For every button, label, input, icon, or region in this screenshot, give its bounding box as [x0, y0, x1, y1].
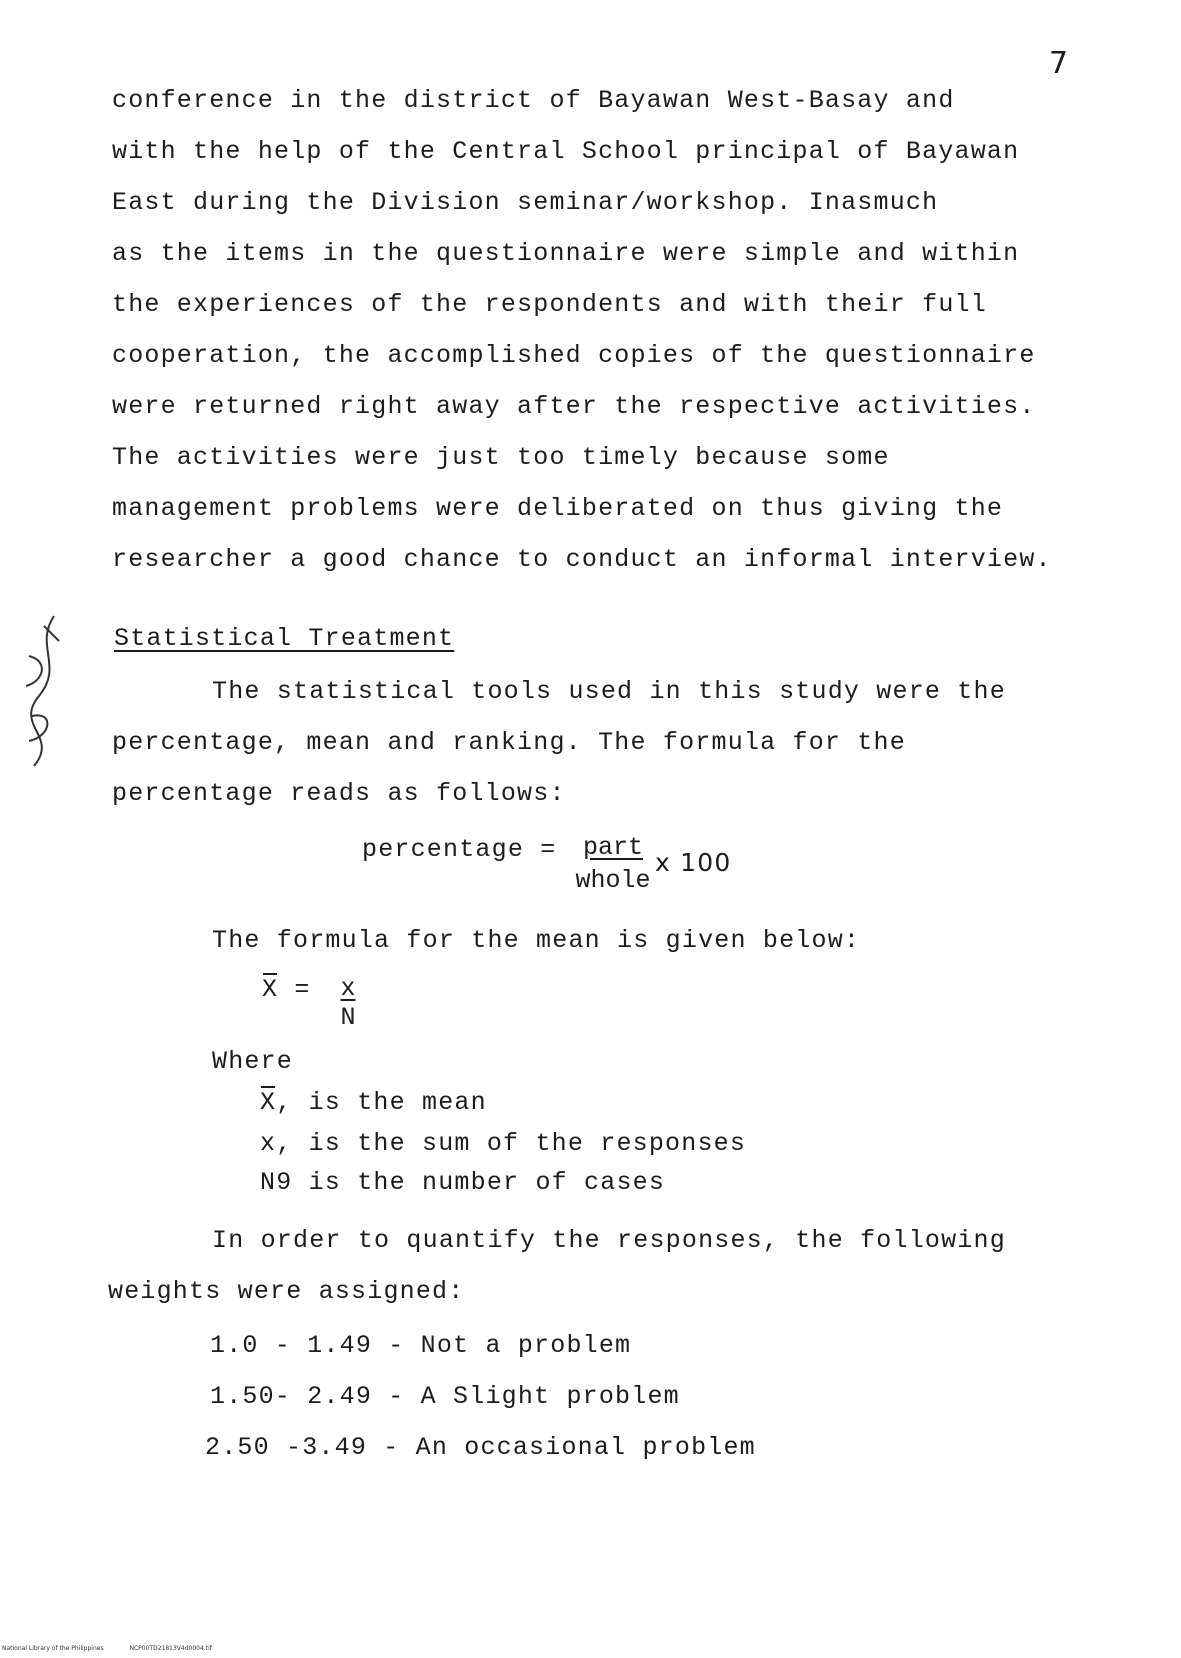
- body-line: percentage reads as follows:: [112, 779, 566, 808]
- body-line: weights were assigned:: [108, 1277, 465, 1306]
- mean-formula-lhs: [262, 975, 311, 1004]
- mean-symbol: X: [262, 975, 279, 1004]
- body-line: management problems were deliberated on thus giving the: [112, 494, 1004, 523]
- where-symbol: X: [260, 1088, 277, 1117]
- section-heading: Statistical Treatment: [114, 624, 455, 653]
- fraction-denominator: whole: [575, 866, 651, 895]
- body-line: were returned right away after the respective activities.: [112, 392, 1036, 421]
- body-line: The formula for the mean is given below:: [212, 926, 861, 955]
- body-line: researcher a good chance to conduct an informal interview.: [112, 545, 1052, 574]
- mean-fraction: [322, 974, 374, 1032]
- body-line: with the help of the Central School principal of Bayawan: [112, 137, 1020, 166]
- body-line: The statistical tools used in this study were the: [212, 677, 1006, 706]
- where-item: [260, 1129, 746, 1158]
- page-number: 7: [1049, 46, 1069, 81]
- where-symbol: N: [260, 1168, 277, 1197]
- where-symbol: x: [260, 1129, 277, 1158]
- mean-equals: =: [294, 975, 311, 1004]
- where-label: Where: [212, 1047, 294, 1076]
- body-line: percentage, mean and ranking. The formula for the: [112, 728, 906, 757]
- percentage-fraction: [572, 833, 654, 895]
- weight-item: 2.50 -3.49 - An occasional problem: [205, 1433, 756, 1462]
- where-text: 9 is the number of cases: [276, 1168, 666, 1197]
- weight-item: 1.50- 2.49 - A Slight problem: [210, 1382, 680, 1411]
- body-line: East during the Division seminar/workshop. Inasmuch: [112, 188, 939, 217]
- where-item: [260, 1088, 487, 1117]
- percentage-multiplier: x 100: [655, 848, 732, 877]
- footer-library: National Library of the Philippines: [2, 1645, 104, 1652]
- fraction-numerator: part: [582, 833, 643, 862]
- body-line: conference in the district of Bayawan West-Basay and: [112, 86, 955, 115]
- handwritten-annotation: [14, 606, 74, 776]
- body-line: In order to quantify the responses, the following: [212, 1226, 1006, 1255]
- percentage-formula-lhs: percentage =: [362, 835, 557, 864]
- fraction-numerator: x: [340, 974, 356, 1003]
- weight-item: 1.0 - 1.49 - Not a problem: [210, 1331, 632, 1360]
- fraction-denominator: N: [340, 1003, 356, 1032]
- where-item: [260, 1168, 665, 1197]
- body-line: the experiences of the respondents and with their full: [112, 290, 987, 319]
- scan-footer: [2, 1645, 236, 1652]
- body-line: cooperation, the accomplished copies of the questionnaire: [112, 341, 1036, 370]
- where-text: , is the mean: [276, 1088, 487, 1117]
- where-text: , is the sum of the responses: [276, 1129, 747, 1158]
- body-line: The activities were just too timely because some: [112, 443, 890, 472]
- footer-file-id: NCP00TD21813V4d0004.tif: [129, 1645, 212, 1652]
- body-line: as the items in the questionnaire were simple and within: [112, 239, 1020, 268]
